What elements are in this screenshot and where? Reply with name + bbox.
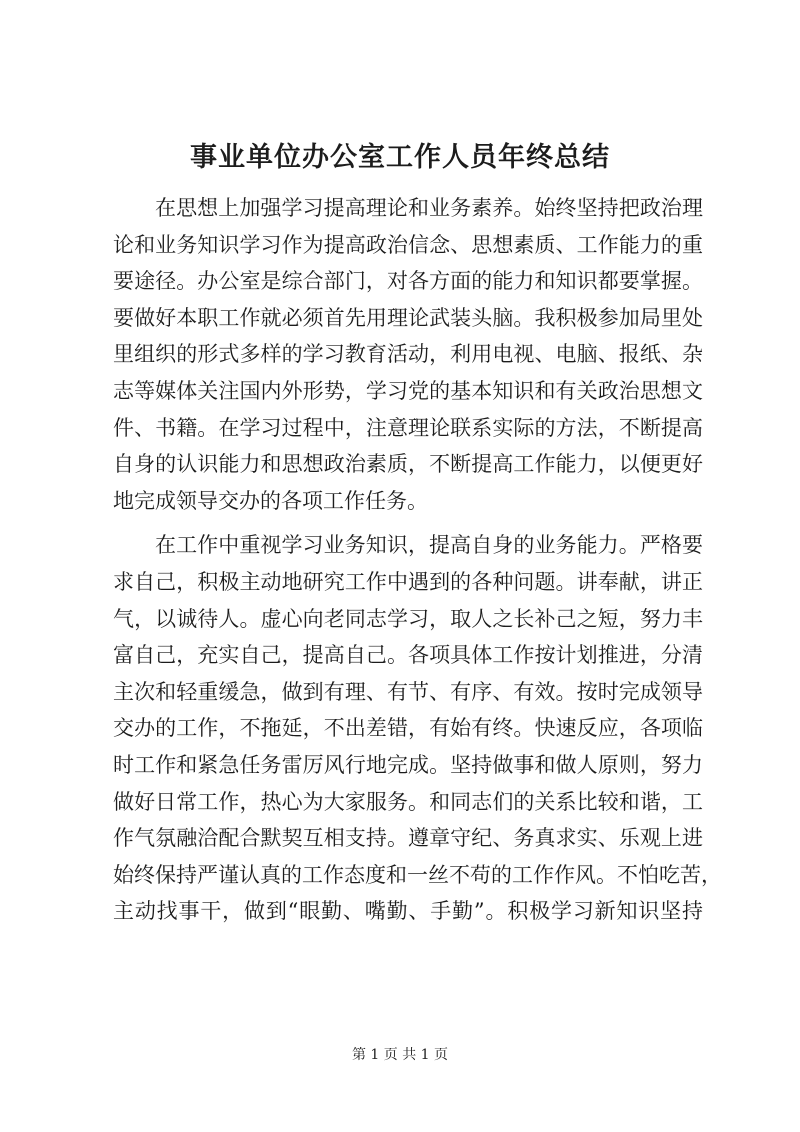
paragraph-line: 气，以诚待人。虚心向老同志学习，取人之长补己之短，努力丰 [113,606,703,631]
paragraph-line: 件、书籍。在学习过程中，注意理论联系实际的方法，不断提高 [113,415,703,440]
paragraph-line: 时工作和紧急任务雷厉风行地完成。坚持做事和做人原则，努力 [113,752,703,777]
paragraph-2 [113,527,722,930]
paragraph-line: 交办的工作，不拖延，不出差错，有始有终。快速反应，各项临 [113,716,703,741]
document-title: 事业单位办公室工作人员年终总结 [190,142,610,173]
page-footer: 第 1 页 共 1 页 [351,1047,449,1063]
document-body [113,190,722,930]
paragraph-line: 自身的认识能力和思想政治素质，不断提高工作能力，以便更好 [113,452,703,477]
paragraph-line: 作气氛融洽配合默契互相支持。遵章守纪、务真求实、乐观上进 [113,826,703,851]
paragraph-line: 做好日常工作，热心为大家服务。和同志们的关系比较和谐，工 [113,789,703,814]
paragraph-line: 要做好本职工作就必须首先用理论武装头脑。我积极参加局里处 [113,305,703,330]
paragraph-line: 要途径。办公室是综合部门，对各方面的能力和知识都要掌握。 [113,269,703,294]
paragraph-line: 始终保持严谨认真的工作态度和一丝不苟的工作作风。不怕吃苦， [113,862,722,887]
paragraph-line: 地完成领导交办的各项工作任务。 [113,488,428,513]
paragraph-line: 求自己，积极主动地研究工作中遇到的各种问题。讲奉献，讲正 [113,569,703,594]
paragraph-line: 论和业务知识学习作为提高政治信念、思想素质、工作能力的重 [113,232,703,257]
paragraph-line: 在思想上加强学习提高理论和业务素养。始终坚持把政治理 [155,196,703,220]
paragraph-line: 富自己，充实自己，提高自己。各项具体工作按计划推进，分清 [113,643,703,668]
paragraph-1 [113,190,703,519]
paragraph-line: 主次和轻重缓急，做到有理、有节、有序、有效。按时完成领导 [113,679,703,704]
paragraph-line: 志等媒体关注国内外形势，学习党的基本知识和有关政治思想文 [113,378,703,403]
paragraph-line: 主动找事干，做到“眼勤、嘴勤、手勤”。积极学习新知识坚持 [113,899,703,924]
paragraph-spacer [113,519,703,527]
paragraph-line: 在工作中重视学习业务知识，提高自身的业务能力。严格要 [155,533,703,558]
paragraph-line: 里组织的形式多样的学习教育活动，利用电视、电脑、报纸、杂 [113,342,703,367]
